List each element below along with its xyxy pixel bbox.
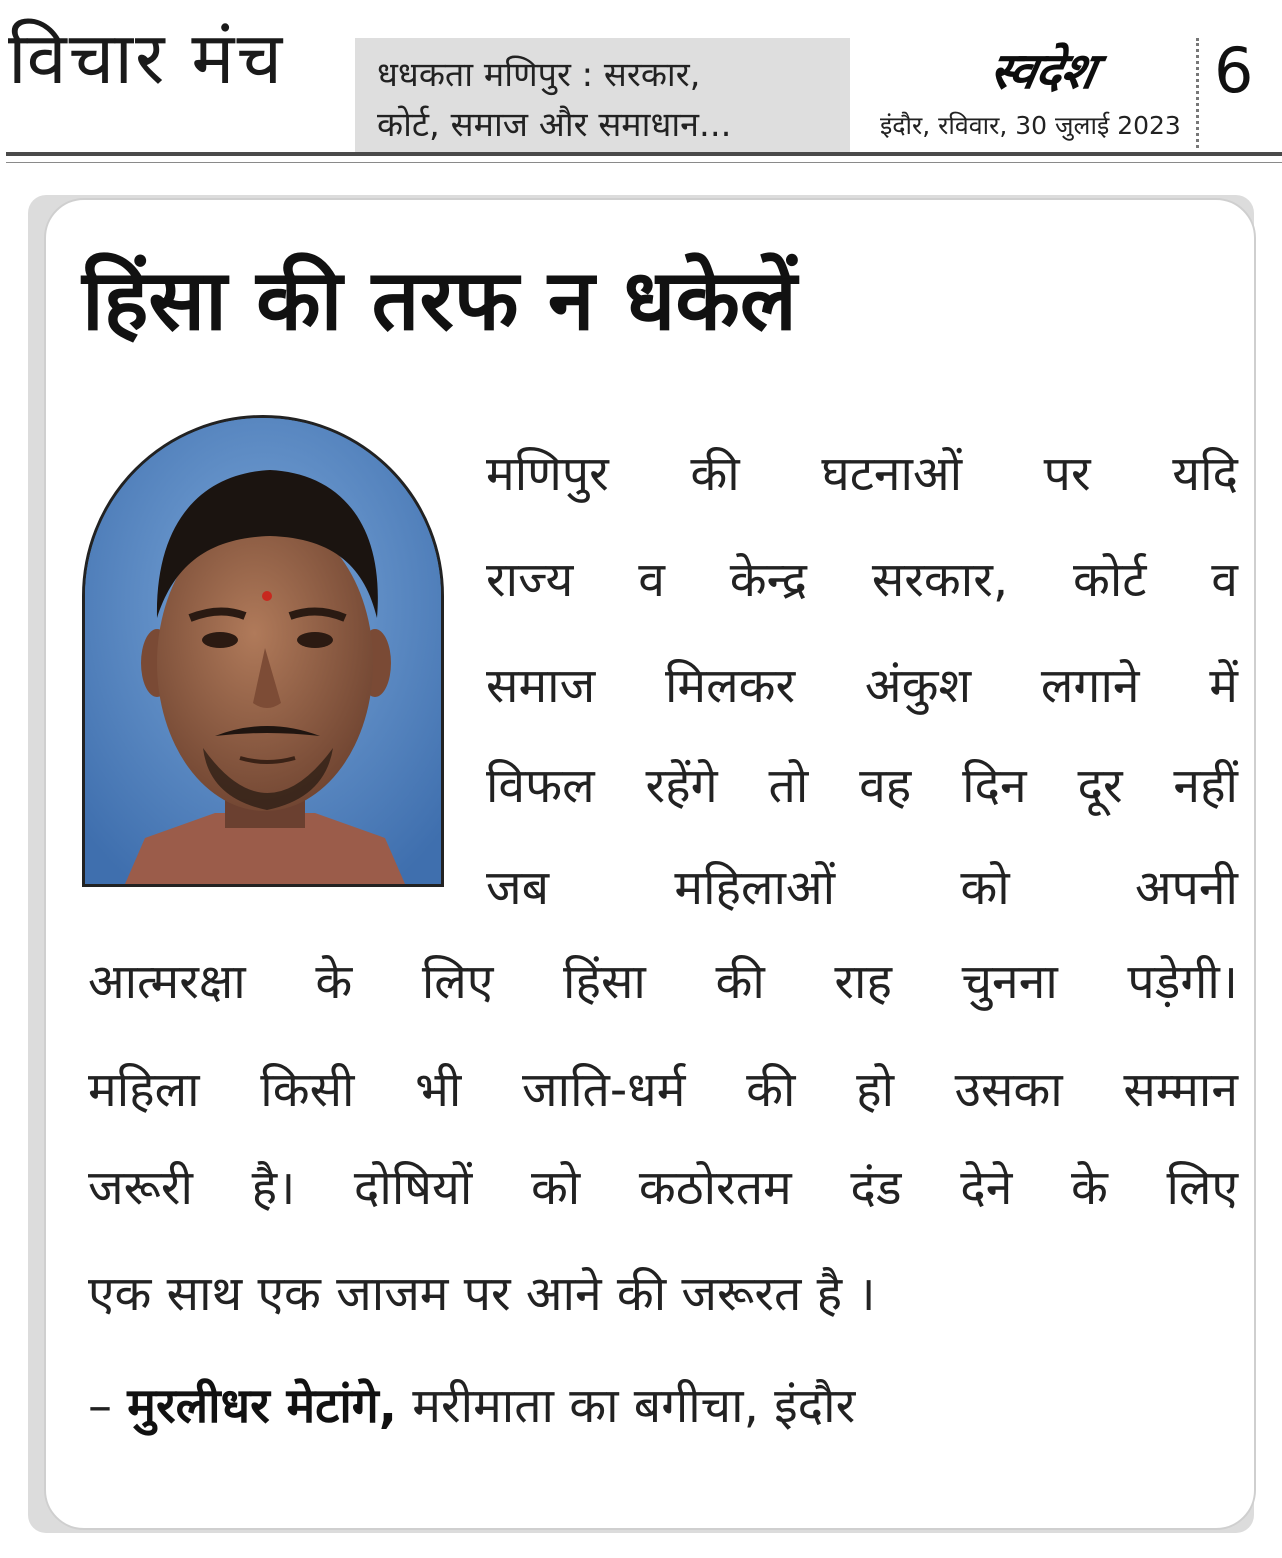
byline-dash: –: [88, 1378, 112, 1434]
masthead-rule: [6, 152, 1282, 156]
body-line: समाज मिलकर अंकुश लगाने में: [486, 658, 1238, 714]
page-number: 6: [1214, 34, 1254, 107]
masthead-rule-thin: [6, 162, 1282, 163]
body-line: जब महिलाओं को अपनी: [486, 860, 1238, 916]
body-line: एक साथ एक जाजम पर आने की जरूरत है ।: [88, 1266, 876, 1322]
portrait-image: [85, 418, 441, 884]
topic-line-1: धधकता मणिपुर : सरकार,: [377, 55, 701, 95]
author-name: मुरलीधर मेटांगे,: [127, 1378, 398, 1434]
article-headline: हिंसा की तरफ न धकेलें: [82, 251, 797, 349]
dateline: इंदौर, रविवार, 30 जुलाई 2023: [880, 111, 1181, 140]
section-title: विचार मंच: [8, 16, 285, 100]
body-line: राज्य व केन्द्र सरकार, कोर्ट व: [486, 552, 1238, 608]
body-line: विफल रहेंगे तो वह दिन दूर नहीं: [486, 758, 1238, 814]
body-line: मणिपुर की घटनाओं पर यदि: [486, 446, 1238, 502]
topic-box: [355, 38, 850, 156]
body-line: आत्मरक्षा के लिए हिंसा की राह चुनना पड़ेगी।: [88, 954, 1238, 1010]
body-line: जरूरी है। दोषियों को कठोरतम दंड देने के लिए: [88, 1160, 1238, 1216]
author-location: मरीमाता का बगीचा, इंदौर: [412, 1378, 856, 1434]
author-photo: [82, 415, 444, 887]
byline: [88, 1372, 855, 1437]
newspaper-logo: स्वदेश: [985, 42, 1100, 100]
masthead: [0, 0, 1282, 170]
divider: [1196, 38, 1199, 148]
body-line: महिला किसी भी जाति-धर्म की हो उसका सम्मान: [88, 1062, 1238, 1118]
topic-line-2: कोर्ट, समाज और समाधान...: [377, 105, 732, 145]
